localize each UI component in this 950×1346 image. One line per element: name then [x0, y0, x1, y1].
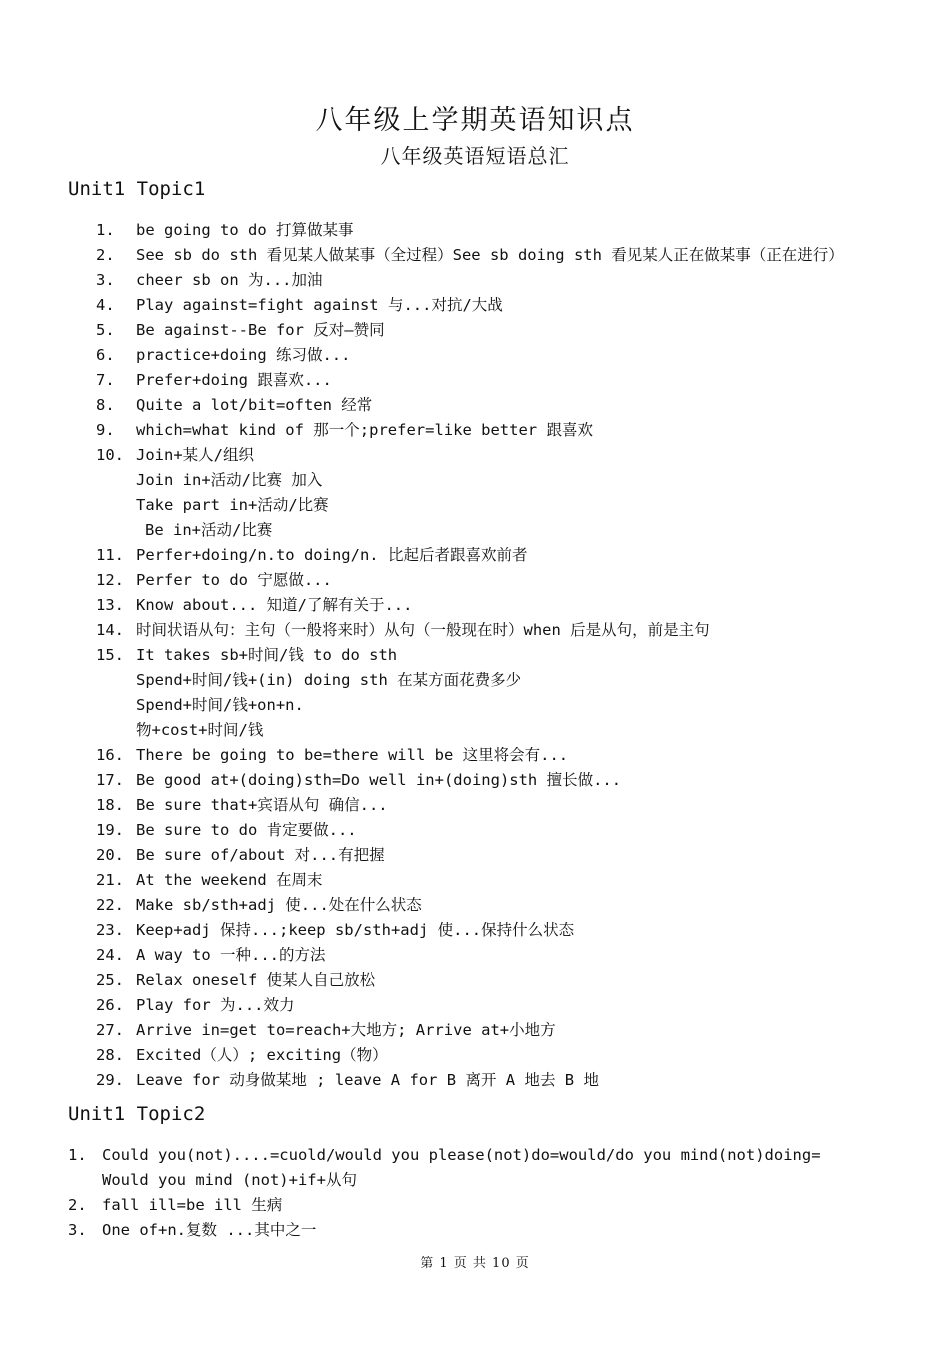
- item-number: 9.: [96, 421, 115, 439]
- item-text: See sb do sth 看见某人做某事（全过程）See sb doing sth 看见某人正在做某事（正在进行）: [136, 246, 844, 264]
- item-text: 物+cost+时间/钱: [136, 721, 264, 739]
- list-item: [0, 368, 950, 393]
- list-item: [0, 968, 950, 993]
- item-text: Perfer to do 宁愿做...: [136, 571, 332, 589]
- item-text: Leave for 动身做某地 ; leave A for B 离开 A 地去 B 地: [136, 1071, 599, 1089]
- section-heading-topic2: Unit1 Topic2: [68, 1103, 206, 1125]
- phrase-list-topic2: [0, 1143, 950, 1243]
- list-item: [0, 718, 950, 743]
- item-number: 29.: [96, 1071, 124, 1089]
- item-text: Prefer+doing 跟喜欢...: [136, 371, 332, 389]
- item-text: Perfer+doing/n.to doing/n. 比起后者跟喜欢前者: [136, 546, 528, 564]
- item-number: 17.: [96, 771, 124, 789]
- item-text: Would you mind (not)+if+从句: [102, 1171, 357, 1189]
- list-item: [0, 218, 950, 243]
- list-item: [0, 443, 950, 468]
- list-item: [0, 793, 950, 818]
- item-text: Spend+时间/钱+on+n.: [136, 696, 304, 714]
- list-item: [0, 543, 950, 568]
- item-number: 21.: [96, 871, 124, 889]
- list-item: [0, 1193, 950, 1218]
- item-number: 19.: [96, 821, 124, 839]
- item-number: 5.: [96, 321, 115, 339]
- item-number: 27.: [96, 1021, 124, 1039]
- page-title: 八年级上学期英语知识点: [315, 105, 635, 136]
- item-number: 23.: [96, 921, 124, 939]
- list-item: [0, 768, 950, 793]
- item-text: Play against=fight against 与...对抗/大战: [136, 296, 503, 314]
- list-item: [0, 1043, 950, 1068]
- list-item: [0, 618, 950, 643]
- phrase-list-topic1: [0, 218, 950, 1093]
- item-text: be going to do 打算做某事: [136, 221, 354, 239]
- list-item: [0, 293, 950, 318]
- list-item: [0, 343, 950, 368]
- item-text: practice+doing 练习做...: [136, 346, 351, 364]
- item-number: 3.: [96, 271, 115, 289]
- item-number: 22.: [96, 896, 124, 914]
- list-item: [0, 1143, 950, 1168]
- list-item: [0, 418, 950, 443]
- list-item: [0, 318, 950, 343]
- item-number: 11.: [96, 546, 124, 564]
- item-text: Join in+活动/比赛 加入: [136, 471, 323, 489]
- item-text: Take part in+活动/比赛: [136, 496, 329, 514]
- list-item: [0, 743, 950, 768]
- item-text: A way to 一种...的方法: [136, 946, 326, 964]
- list-item: [0, 268, 950, 293]
- item-text: Know about... 知道/了解有关于...: [136, 596, 413, 614]
- item-number: 2.: [68, 1196, 87, 1214]
- item-text: Be in+活动/比赛: [145, 521, 273, 539]
- item-text: 时间状语从句：主句（一般将来时）从句（一般现在时）when 后是从句，前是主句: [136, 621, 710, 639]
- item-number: 10.: [96, 446, 124, 464]
- list-item: [0, 468, 950, 493]
- item-number: 1.: [96, 221, 115, 239]
- item-text: One of+n.复数 ...其中之一: [102, 1221, 317, 1239]
- list-item: [0, 1218, 950, 1243]
- item-text: It takes sb+时间/钱 to do sth: [136, 646, 398, 664]
- item-text: Be against--Be for 反对—赞同: [136, 321, 385, 339]
- item-text: Keep+adj 保持...;keep sb/sth+adj 使...保持什么状态: [136, 921, 575, 939]
- item-text: cheer sb on 为...加油: [136, 271, 323, 289]
- list-item: [0, 568, 950, 593]
- list-item: [0, 643, 950, 668]
- item-number: 25.: [96, 971, 124, 989]
- item-number: 7.: [96, 371, 115, 389]
- list-item: [0, 693, 950, 718]
- item-text: Be sure of/about 对...有把握: [136, 846, 385, 864]
- item-text: Play for 为...效力: [136, 996, 295, 1014]
- page-subtitle: 八年级英语短语总汇: [380, 144, 570, 168]
- list-item: [0, 843, 950, 868]
- list-item: [0, 668, 950, 693]
- item-number: 15.: [96, 646, 124, 664]
- list-item: [0, 243, 950, 268]
- list-item: [0, 918, 950, 943]
- item-number: 20.: [96, 846, 124, 864]
- item-text: Arrive in=get to=reach+大地方; Arrive at+小地方: [136, 1021, 556, 1039]
- item-text: Spend+时间/钱+(in) doing sth 在某方面花费多少: [136, 671, 522, 689]
- item-number: 14.: [96, 621, 124, 639]
- item-text: Be sure to do 肯定要做...: [136, 821, 357, 839]
- list-item: [0, 393, 950, 418]
- item-number: 28.: [96, 1046, 124, 1064]
- item-number: 13.: [96, 596, 124, 614]
- item-number: 12.: [96, 571, 124, 589]
- item-text: There be going to be=there will be 这里将会有...: [136, 746, 569, 764]
- item-text: Join+某人/组织: [136, 446, 254, 464]
- list-item: [0, 818, 950, 843]
- item-number: 26.: [96, 996, 124, 1014]
- item-text: Be sure that+宾语从句 确信...: [136, 796, 388, 814]
- item-text: At the weekend 在周末: [136, 871, 323, 889]
- list-item: [0, 493, 950, 518]
- item-text: fall ill=be ill 生病: [102, 1196, 283, 1214]
- item-number: 2.: [96, 246, 115, 264]
- item-text: Excited（人）; exciting（物）: [136, 1046, 388, 1064]
- page-footer: 第 1 页 共 10 页: [420, 1256, 530, 1271]
- item-number: 1.: [68, 1146, 87, 1164]
- list-item: [0, 518, 950, 543]
- item-number: 24.: [96, 946, 124, 964]
- list-item: [0, 868, 950, 893]
- item-number: 8.: [96, 396, 115, 414]
- list-item: [0, 1168, 950, 1193]
- item-number: 16.: [96, 746, 124, 764]
- item-number: 4.: [96, 296, 115, 314]
- item-text: Be good at+(doing)sth=Do well in+(doing)sth 擅长做...: [136, 771, 622, 789]
- item-text: which=what kind of 那一个;prefer=like better 跟喜欢: [136, 421, 593, 439]
- item-number: 6.: [96, 346, 115, 364]
- list-item: [0, 943, 950, 968]
- item-text: Make sb/sth+adj 使...处在什么状态: [136, 896, 422, 914]
- item-text: Could you(not)....=cuold/would you please(not)do=would/do you mind(not)doing=: [102, 1146, 821, 1164]
- item-number: 3.: [68, 1221, 87, 1239]
- list-item: [0, 593, 950, 618]
- list-item: [0, 893, 950, 918]
- list-item: [0, 1018, 950, 1043]
- item-number: 18.: [96, 796, 124, 814]
- item-text: Quite a lot/bit=often 经常: [136, 396, 373, 414]
- section-heading-topic1: Unit1 Topic1: [68, 178, 206, 200]
- list-item: [0, 1068, 950, 1093]
- list-item: [0, 993, 950, 1018]
- item-text: Relax oneself 使某人自己放松: [136, 971, 376, 989]
